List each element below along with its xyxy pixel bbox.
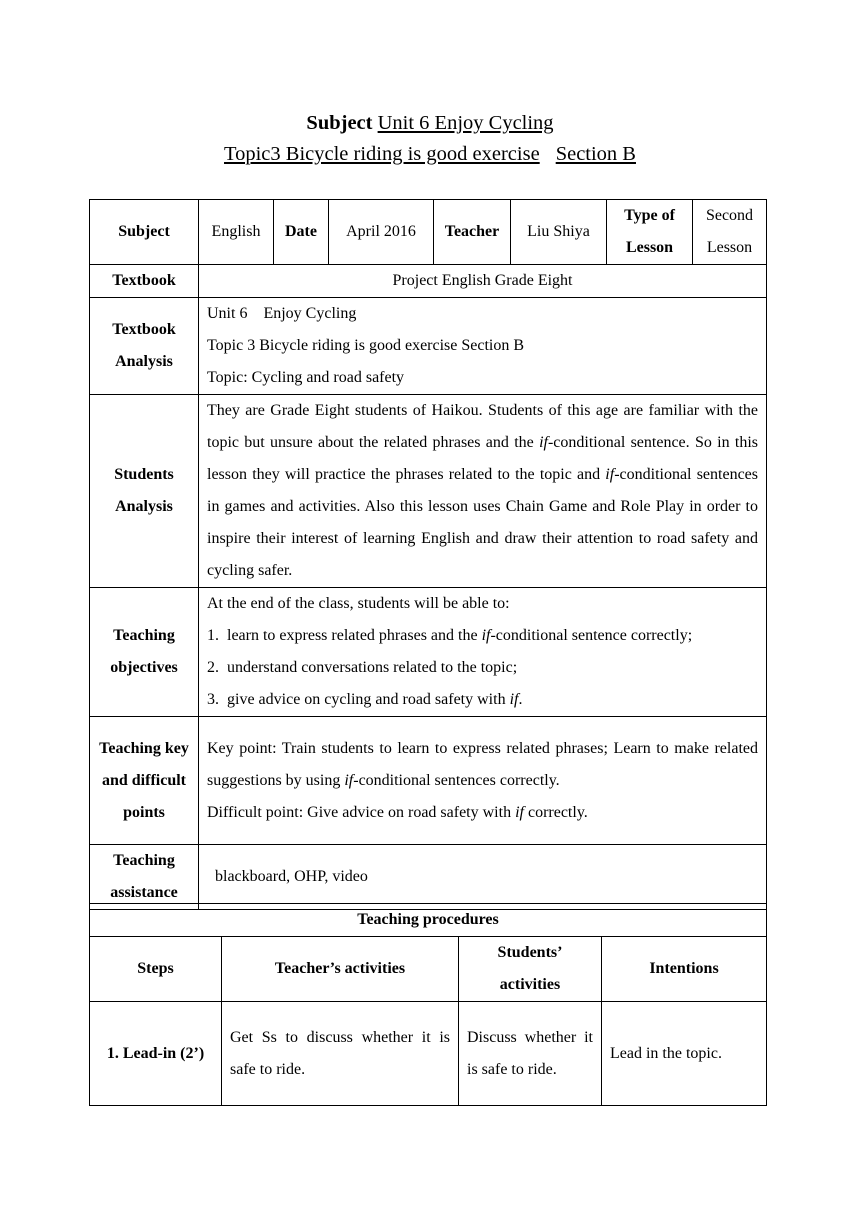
textbook-analysis-label: Textbook Analysis [90, 298, 199, 395]
title-subject-value: Unit 6 Enjoy Cycling [377, 112, 554, 134]
date-value: April 2016 [329, 200, 434, 265]
procedures-header: Teaching procedures [90, 904, 767, 937]
teacher-label: Teacher [434, 200, 511, 265]
textbook-row [90, 265, 767, 298]
objective-item [207, 684, 758, 716]
teaching-objectives-row [90, 588, 767, 717]
students-analysis-text: -conditional sentences in games and activities. Also this lesson uses Chain Game and Role Play in order to inspire their interest of learning English and draw their attention to road safety and cycling safer. [207, 466, 758, 579]
type-of-lesson-label: Type of Lesson [607, 200, 693, 265]
column-steps: Steps [90, 937, 222, 1002]
date-label: Date [274, 200, 329, 265]
subject-label: Subject [90, 200, 199, 265]
procedures-columns-row [90, 937, 767, 1002]
type-of-lesson-value: Second Lesson [693, 200, 767, 265]
students-analysis-text: -conditional sentence. So in this lesson they will practice the phrases related to the topic and [207, 434, 759, 483]
objective-item: 2. understand conversations related to the topic; [207, 659, 518, 676]
objective-text: -conditional sentence correctly; [490, 627, 693, 644]
textbook-analysis-line: Topic: Cycling and road safety [207, 369, 405, 386]
procedure-teacher-activity: Get Ss to discuss whether it is safe to ride. [222, 1002, 459, 1106]
students-analysis-em: if [539, 434, 548, 451]
column-students-activities: Students’ activities [459, 937, 602, 1002]
difficult-point [207, 797, 758, 829]
title-section: Section B [555, 143, 636, 165]
objective-em: if [481, 627, 491, 644]
info-row [90, 200, 767, 265]
key-point-text: -conditional sentences correctly. [353, 771, 560, 789]
lesson-info-table [89, 199, 767, 910]
key-point-em: if [344, 771, 354, 789]
table-row [90, 1002, 767, 1106]
key-point-text: Key point: Train students to learn to express related phrases; Learn to make related suggestions by using [207, 739, 758, 789]
objectives-intro: At the end of the class, students will be able to: [207, 595, 510, 612]
teaching-objectives-content [199, 588, 767, 717]
textbook-analysis-content [199, 298, 767, 395]
students-analysis-em: if [605, 466, 615, 483]
procedures-table [89, 903, 767, 1106]
procedure-step: 1. Lead-in (2’) [90, 1002, 222, 1106]
textbook-analysis-line: Unit 6 Enjoy Cycling [207, 305, 357, 322]
key-points-label: Teaching key and difficult points [90, 717, 199, 845]
assistance-label: Teaching assistance [90, 845, 199, 910]
teaching-objectives-label: Teaching objectives [90, 588, 199, 717]
title-subject-label: Subject [306, 112, 373, 134]
students-analysis-text: They are Grade Eight students of Haikou. Students of this age are familiar with the topic but unsure about the related phrases and the [207, 402, 758, 451]
procedure-student-activity: Discuss whether it is safe to ride. [459, 1002, 602, 1106]
objective-em: if [509, 691, 519, 708]
objective-item [207, 620, 758, 652]
document-title [0, 108, 860, 170]
assistance-value: blackboard, OHP, video [199, 845, 767, 910]
textbook-label: Textbook [90, 265, 199, 298]
objective-text: . [518, 691, 523, 708]
difficult-point-em: if [515, 803, 524, 821]
subject-value: English [199, 200, 274, 265]
objective-text: 3. give advice on cycling and road safety with [207, 691, 510, 708]
key-points-row [90, 717, 767, 845]
procedures-header-row [90, 904, 767, 937]
objective-text: 1. learn to express related phrases and the [207, 627, 482, 644]
column-intentions: Intentions [602, 937, 767, 1002]
textbook-value: Project English Grade Eight [199, 265, 767, 298]
teacher-value: Liu Shiya [511, 200, 607, 265]
students-analysis-label: Students Analysis [90, 395, 199, 588]
students-analysis-row [90, 395, 767, 588]
difficult-point-text: Difficult point: Give advice on road safety with [207, 803, 516, 821]
difficult-point-text: correctly. [523, 803, 588, 821]
title-topic-line [0, 138, 860, 170]
title-subject-line [0, 108, 860, 138]
textbook-analysis-row [90, 298, 767, 395]
procedure-intention: Lead in the topic. [602, 1002, 767, 1106]
textbook-analysis-line: Topic 3 Bicycle riding is good exercise Section B [207, 337, 525, 354]
key-points-content [199, 717, 767, 845]
key-point [207, 733, 758, 797]
students-analysis-content [199, 395, 767, 588]
title-topic: Topic3 Bicycle riding is good exercise [224, 143, 540, 165]
assistance-row [90, 845, 767, 910]
column-teacher-activities: Teacher’s activities [222, 937, 459, 1002]
